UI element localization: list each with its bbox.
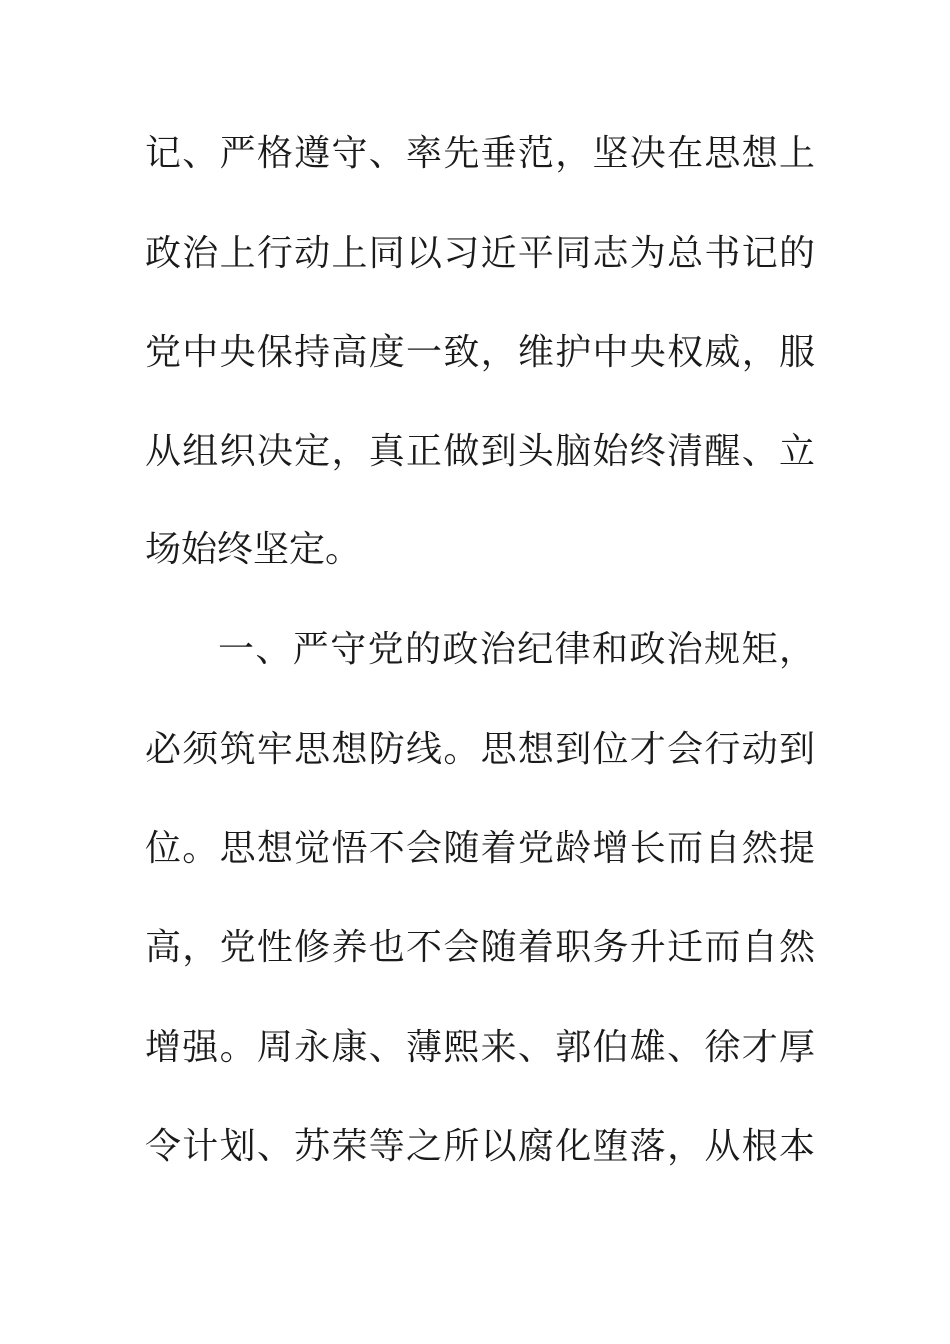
text-line: 必须筑牢思想防线。思想到位才会行动到 [145,729,815,770]
text-line: 从组织决定，真正做到头脑始终清醒、立 [145,431,815,472]
text-line: 增强。周永康、薄熙来、郭伯雄、徐才厚 [145,1027,815,1068]
paragraph-heading-line: 一、严守党的政治纪律和政治规矩， [218,629,815,670]
text-line: 场始终坚定。 [145,529,362,570]
text-line: 政治上行动上同以习近平同志为总书记的 [145,233,815,274]
text-line: 党中央保持高度一致，维护中央权威，服 [145,332,815,373]
text-line: 高，党性修养也不会随着职务升迁而自然 [145,927,815,968]
text-line: 记、严格遵守、率先垂范，坚决在思想上 [145,133,815,174]
text-line: 位。思想觉悟不会随着党龄增长而自然提 [145,828,815,869]
text-line: 令计划、苏荣等之所以腐化堕落，从根本 [145,1126,815,1167]
